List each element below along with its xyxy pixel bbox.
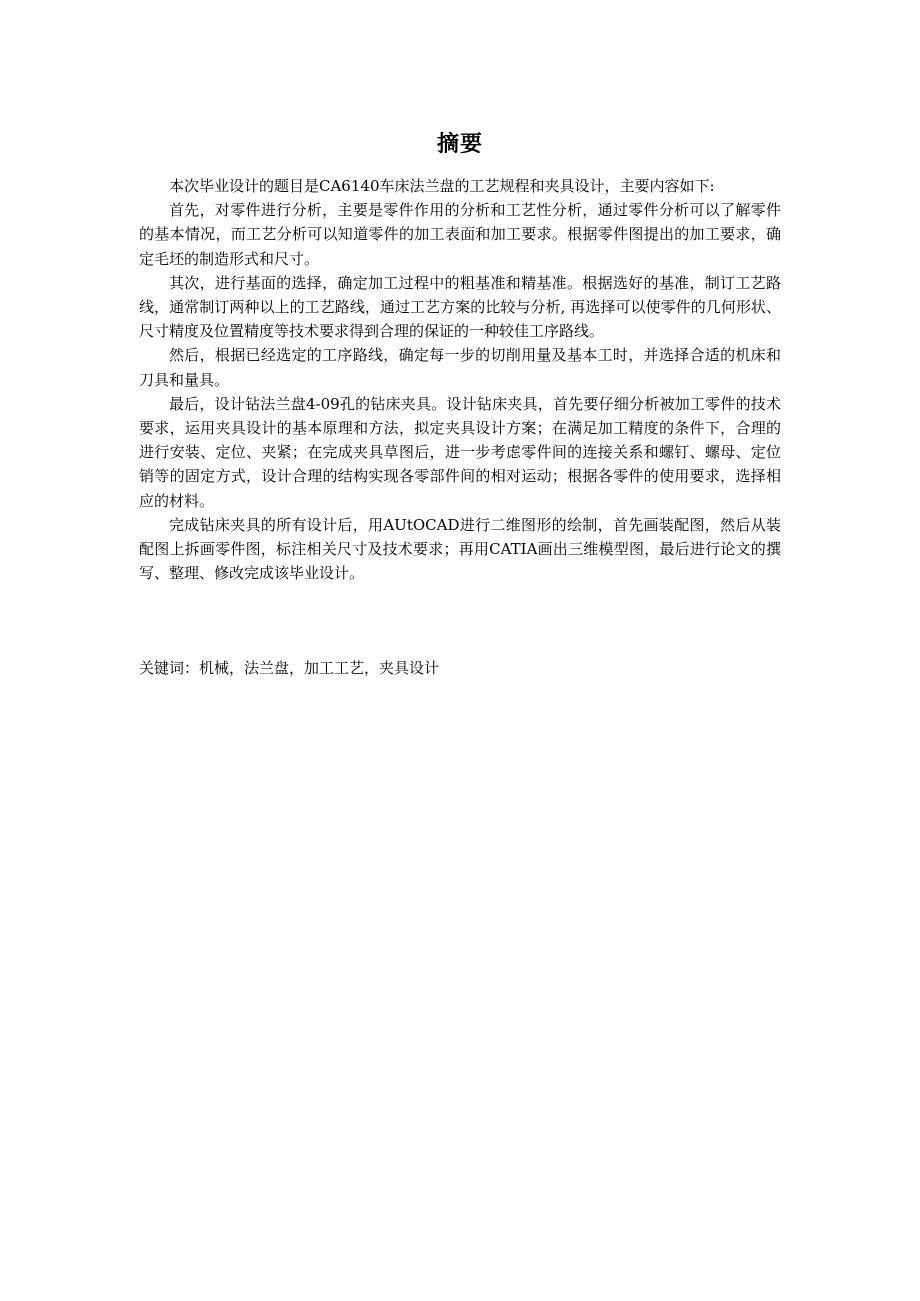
paragraph-then: 然后，根据已经选定的工序路线，确定每一步的切削用量及基本工时，并选择合适的机床和刀具和量具。: [139, 346, 781, 389]
paragraph-completion: 完成钻床夹具的所有设计后，用AUtOCAD进行二维图形的绘制，首先画装配图，然后从装配图上拆画零件图，标注相关尺寸及技术要求；再用CATIA画出三维模型图，最后进行论文的撰写、整理、修改完成该毕业设计。: [139, 515, 781, 583]
paragraph-intro: 本次毕业设计的题目是CA6140车床法兰盘的工艺规程和夹具设计，主要内容如下:: [169, 177, 715, 195]
paragraph-first: 首先，对零件进行分析，主要是零件作用的分析和工艺性分析，通过零件分析可以了解零件的基本情况，而工艺分析可以知道零件的加工表面和加工要求。根据零件图提出的加工要求，确定毛坯的制造形式和尺寸。: [139, 201, 781, 268]
abstract-body: [139, 174, 781, 585]
paragraph-finally: 最后，设计钻法兰盘4-09孔的钻床夹具。设计钻床夹具，首先要仔细分析被加工零件的技术要求，运用夹具设计的基本原理和方法，拟定夹具设计方案；在满足加工精度的条件下，合理的进行安装、定位、夹紧；在完成夹具草图后，进一步考虑零件间的连接关系和螺钉、螺母、定位销等的固定方式，设计合理的结构实现各零部件间的相对运动；根据各零件的使用要求，选择相应的材料。: [139, 394, 781, 510]
paragraph-second: 其次，进行基面的选择，确定加工过程中的粗基准和精基准。根据选好的基准，制订工艺路线，通常制订两种以上的工艺路线，通过工艺方案的比较与分析, 再选择可以使零件的几何形状、尺寸精度及位置精度等技术要求得到合理的保证的一种较佳工序路线。: [139, 273, 781, 341]
abstract-title: 摘要: [436, 132, 483, 157]
keywords-line: 关键词：机械，法兰盘，加工工艺，夹具设计: [139, 659, 440, 677]
